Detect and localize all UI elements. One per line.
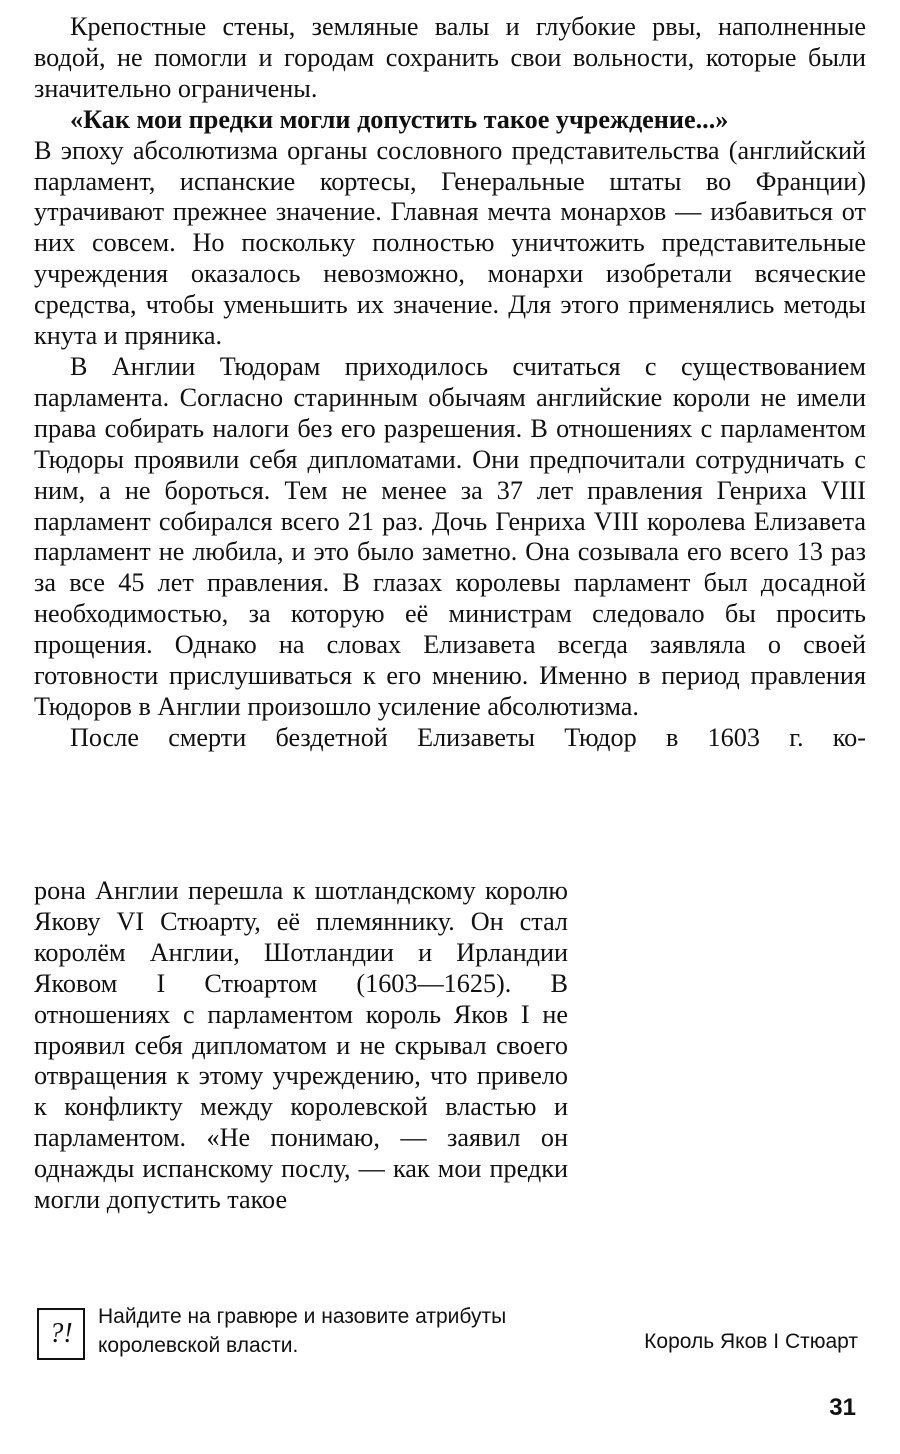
- question-icon-symbol: ?!: [49, 1318, 73, 1349]
- image-caption: Король Яков I Стюарт: [644, 1330, 858, 1353]
- main-text: [34, 12, 866, 754]
- paragraph-3: В Англии Тюдорам приходилось считаться с существованием парламента. Согласно старинным обычаям английские короли не имели права собирать налоги без его разрешения. В отношениях с парламентом Тюдоры проявили себя дипломатами. Они предпочитали сотрудничать с ним, а не бороться. Тем не менее за 37 лет правления Генриха VIII парламент собирался всего 21 раз. Дочь Генриха VIII королева Елизавета парламент не любила, и это было заметно. Она созывала его всего 13 раз за все 45 лет правления. В глазах королевы парламент был досадной необходимостью, за которую её министрам следовало бы просить прощения. Однако на словах Елизавета всегда заявляла о своей готовности прислушиваться к его мнению. Именно в период правления Тюдоров в Англии произошло усиление абсолютизма.: [34, 351, 866, 721]
- paragraph-4-continued: рона Англии перешла к шотландскому королю Якову VI Стюарту, её племяннику. Он стал королём Англии, Шотландии и Ирландии Яковом I Стюартом (1603—1625). В отношениях с парламентом король Яков I не проявил себя дипломатом и не скрывал своего отвращения к этому учреждению, что привело к конфликту между королевской властью и парламентом. «Не понимаю, — заявил он однажды испанскому послу, — как мои предки могли допустить такое: [34, 876, 568, 1215]
- question-icon: [37, 1308, 85, 1360]
- section-subheading: «Как мои предки могли допустить такое учреждение...»: [70, 104, 729, 134]
- paragraph-2: В эпоху абсолютизма органы сословного представительства (английский парламент, испанские кортесы, Генеральные штаты во Франции) утрачивают прежнее значение. Главная мечта монархов — избавиться от них совсем. Но поскольку полностью уничтожить представительные учреждения оказалось невозможно, монархи изобретали всяческие средства, чтобы уменьшить их значение. Для этого применялись методы кнута и пряника.: [34, 135, 866, 351]
- page-number: 31: [829, 1394, 856, 1421]
- narrow-column-text: [34, 876, 568, 1216]
- paragraph-4-first-line: После смерти бездетной Елизаветы Тюдор в 1603 г. ко-: [70, 722, 866, 752]
- paragraph-1: Крепостные стены, земляные валы и глубокие рвы, наполненные водой, не помогли и городам сохранить свои вольности, которые были значительно ограничены.: [34, 12, 866, 103]
- question-text: Найдите на гравюре и назовите атрибуты королевской власти.: [98, 1305, 507, 1357]
